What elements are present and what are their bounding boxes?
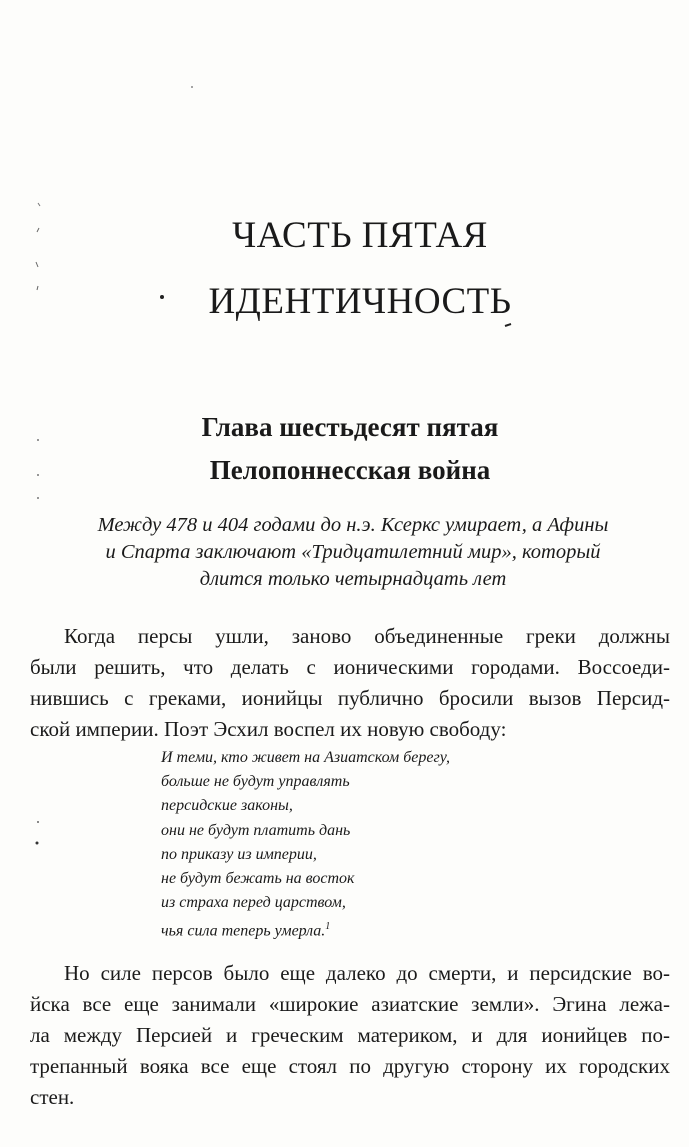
chapter-epigraph <box>62 512 644 593</box>
part-label: ЧАСТЬ ПЯТАЯ <box>232 215 488 256</box>
paragraph-intro <box>30 621 670 745</box>
footnote-marker[interactable]: 1 <box>325 921 331 933</box>
epigraph-line: длится только четырнадцать лет <box>199 568 507 590</box>
part-title: ИДЕНТИЧНОСТЬ <box>208 281 512 322</box>
text-line: Но силе персов было еще далеко до смерти, и персидские во- <box>64 961 670 985</box>
poem-line: персидские законы, <box>161 797 293 815</box>
epigraph-line: и Спарта заключают «Тридцатилетний мир», который <box>105 541 601 563</box>
poem-line: они не будут платить дань <box>161 821 351 839</box>
text-line: трепанный вояка все еще стоял по другую сторону их городских <box>30 1054 670 1078</box>
text-line: стен. <box>30 1085 75 1109</box>
chapter-title: Пелопоннесская война <box>209 455 491 485</box>
text-line: ла между Персией и греческим материком, и для ионийцев по- <box>30 1023 670 1047</box>
poem-line: чья сила теперь умерла. <box>161 922 326 940</box>
poem-line: не будут бежать на восток <box>161 870 355 888</box>
poem-line: больше не будут управлять <box>161 773 350 791</box>
paragraph-body <box>30 958 670 1113</box>
poem-line: из страха перед царством, <box>161 894 346 912</box>
poem-quote <box>161 746 450 944</box>
poem-line: по приказу из империи, <box>161 845 317 863</box>
text-line: нившись с греками, ионийцы публично бросили вызов Персид- <box>30 686 670 710</box>
poem-line-last <box>161 915 450 944</box>
text-line: Когда персы ушли, заново объединенные греки должны <box>64 624 670 648</box>
text-line: ской империи. Поэт Эсхил воспел их новую свободу: <box>30 717 507 741</box>
text-line: были решить, что делать с ионическими городами. Воссоеди- <box>30 655 670 679</box>
epigraph-line: Между 478 и 404 годами до н.э. Ксеркс умирает, а Афины <box>97 514 609 536</box>
text-line: йска все еще занимали «широкие азиатские земли». Эгина лежа- <box>30 992 670 1016</box>
poem-line: И теми, кто живет на Азиатском берегу, <box>161 749 451 766</box>
chapter-number: Глава шестьдесят пятая <box>201 412 499 442</box>
